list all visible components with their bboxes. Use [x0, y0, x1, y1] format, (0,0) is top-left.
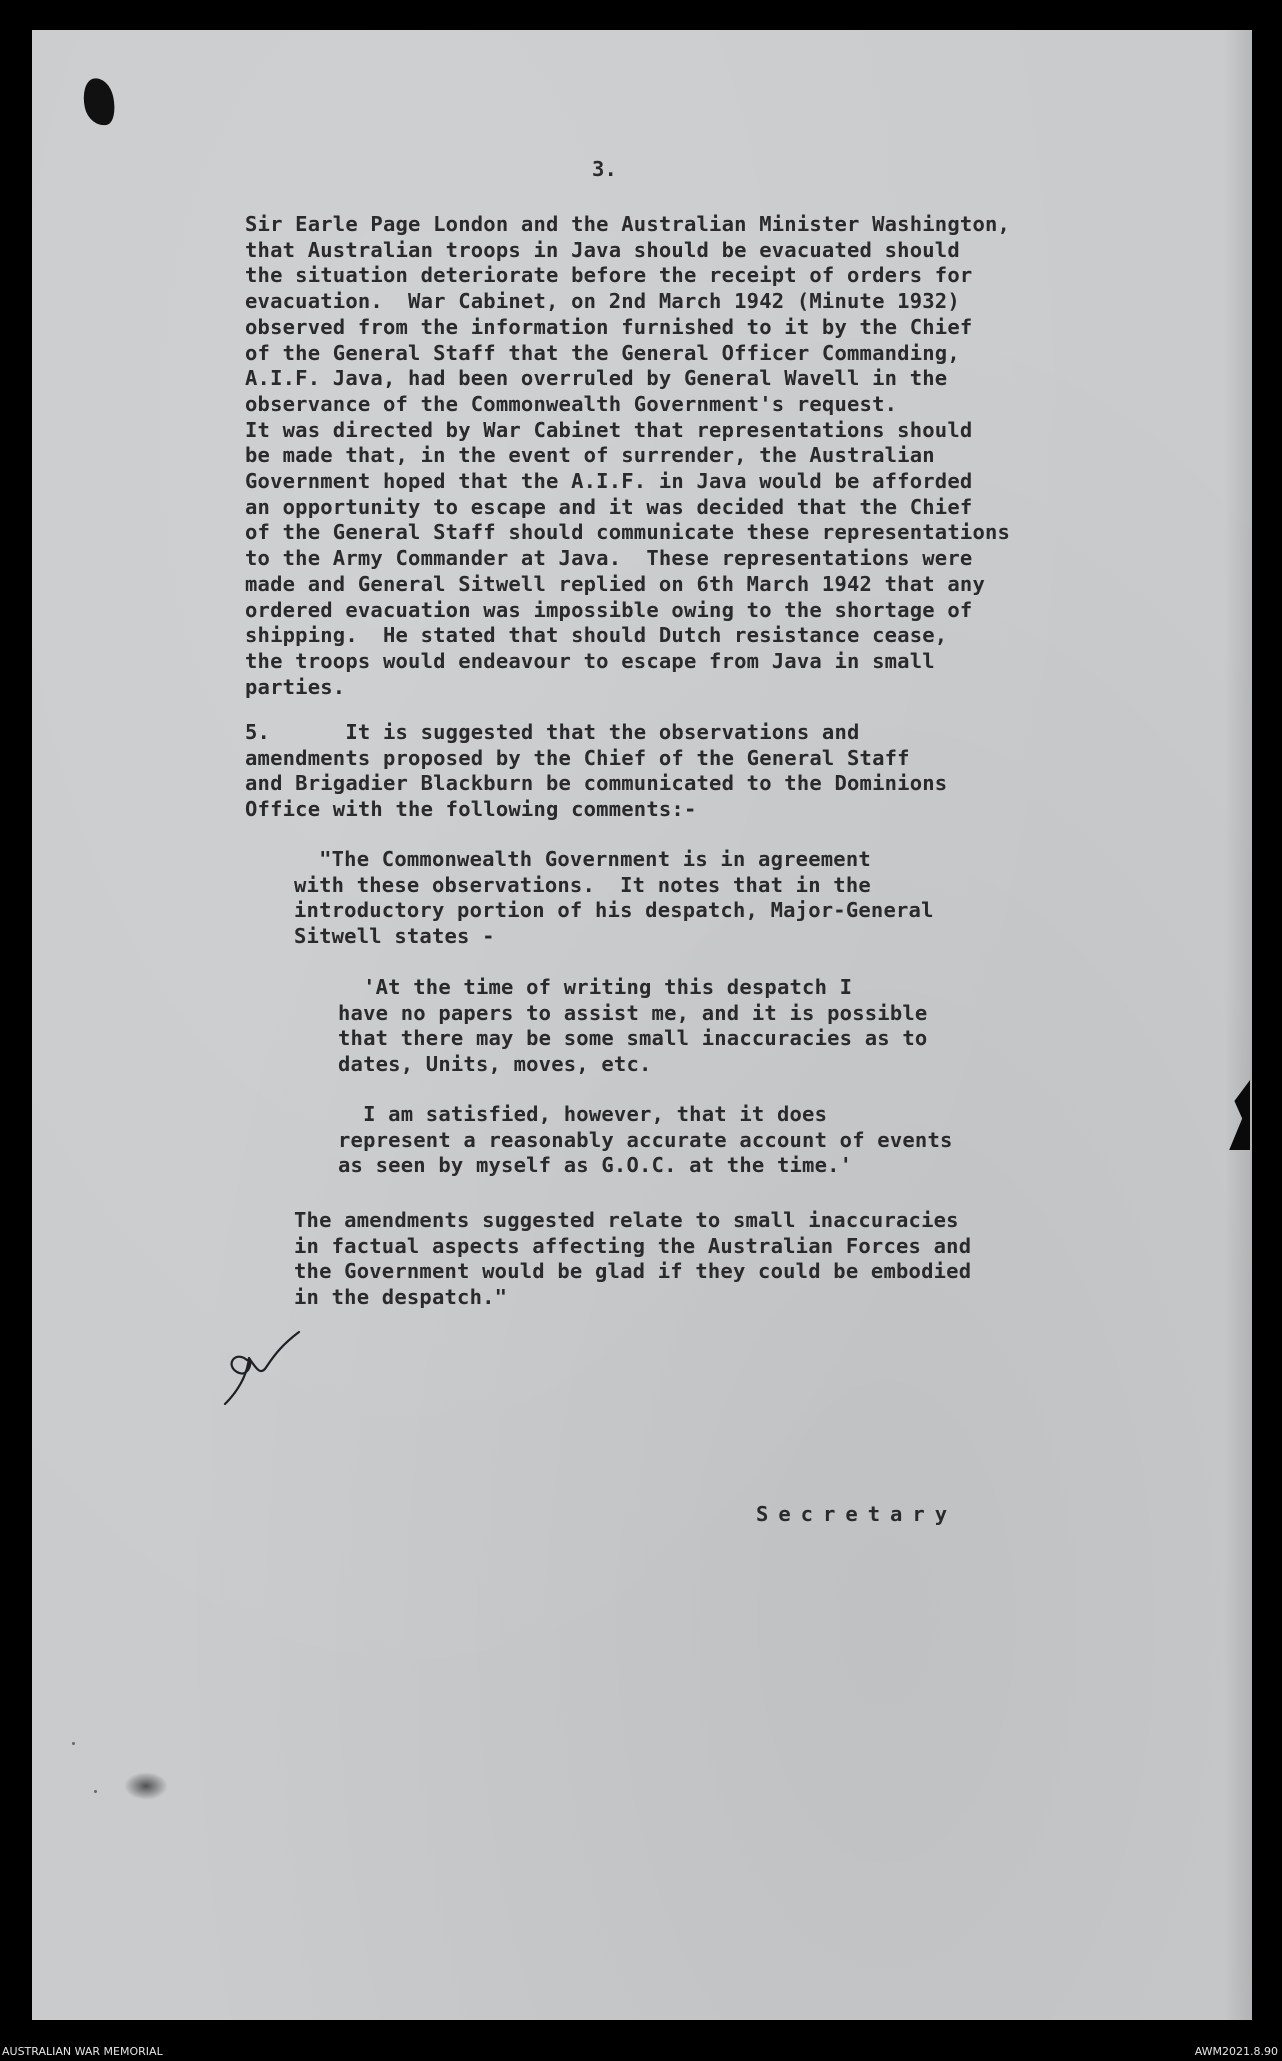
document-page	[32, 30, 1252, 2020]
punch-hole	[79, 75, 118, 128]
paragraph-4-continued: Sir Earle Page London and the Australian Minister Washington, that Australian troops in Java should be evacuated should the situation deteriorate before the receipt of orders for evacuation. War Cabinet, on 2nd March 1942 (Minute 1932) observed from the information furnished to it by the Chief of the General Staff that the General Officer Commanding, A.I.F. Java, had been overruled by General Wavell in the observance of the Commonwealth Government's request. It was directed by War Cabinet that representations should be made that, in the event of surrender, the Australian Government hoped that the A.I.F. in Java would be afforded an opportunity to escape and it was decided that the Chief of the General Staff should communicate these representations to the Army Commander at Java. These representations were made and General Sitwell replied on 6th March 1942 that any ordered evacuation was impossible owing to the shortage of shipping. He stated that should Dutch resistance cease, the troops would endeavour to escape from Java in small parties.	[245, 212, 1011, 699]
ink-smudge	[124, 1772, 168, 1800]
inner-quote-1: 'At the time of writing this despatch I have no papers to assist me, and it is possible that there may be some small inaccuracies as to dates, Units, moves, etc.	[338, 975, 928, 1077]
paragraph-5: 5. It is suggested that the observations and amendments proposed by the Chief of the General Staff and Brigadier Blackburn be communicated to the Dominions Office with the following comments:-	[245, 720, 948, 822]
quote-closing: The amendments suggested relate to small inaccuracies in factual aspects affecting the Australian Forces and the Government would be glad if they could be embodied in the despatch."	[294, 1208, 972, 1310]
paper-edge-shadow	[1224, 30, 1252, 2020]
signature-title: Secretary	[756, 1502, 958, 1526]
archive-reference-label: AWM2021.8.90	[1194, 2045, 1278, 2058]
inner-quote-2: I am satisfied, however, that it does represent a reasonably accurate account of events as seen by myself as G.O.C. at the time.'	[338, 1102, 953, 1178]
speck	[94, 1790, 97, 1793]
page-number: 3.	[592, 157, 618, 181]
handwritten-initials	[217, 1320, 317, 1410]
speck	[72, 1742, 75, 1745]
quote-intro: "The Commonwealth Government is in agreement with these observations. It notes that in the introductory portion of his despatch, Major-General Sitwell states -	[294, 847, 934, 949]
archive-source-label: AUSTRALIAN WAR MEMORIAL	[2, 2045, 163, 2058]
